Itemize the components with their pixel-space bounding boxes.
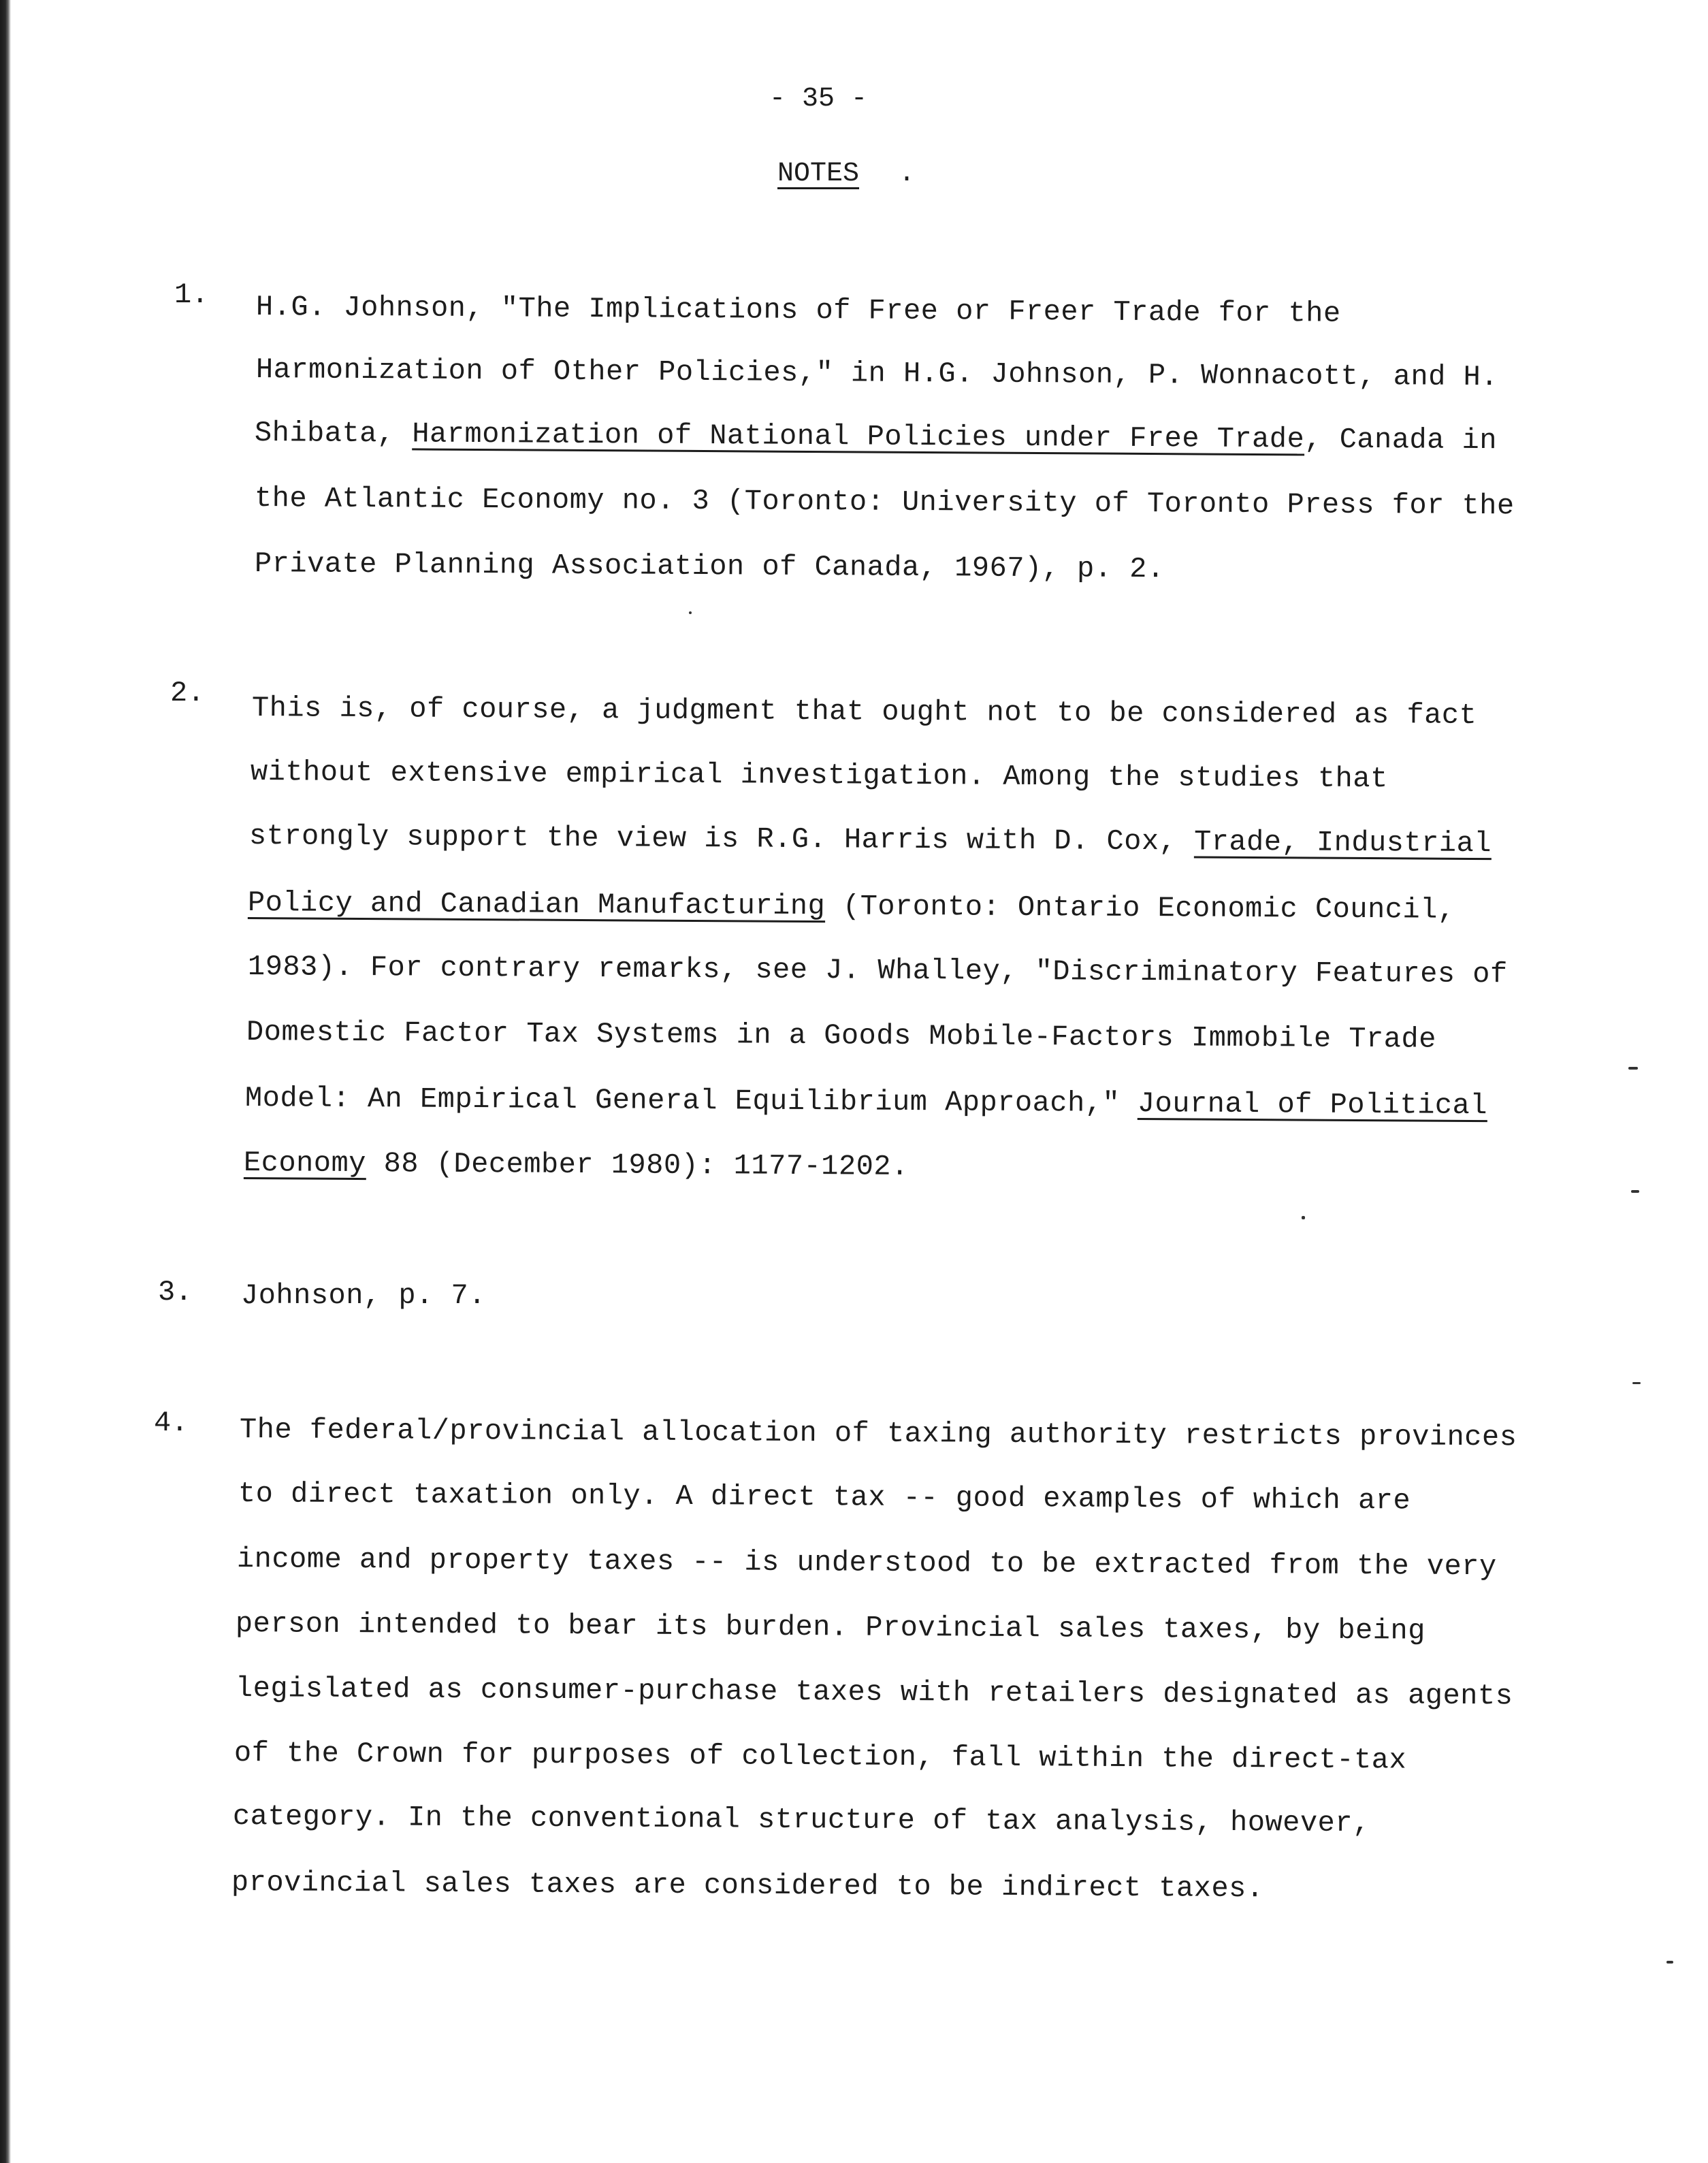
page-number: - 35 - (769, 84, 868, 114)
note-text: 1983). For contrary remarks, see J. Whalley, "Discriminatory Features of (247, 950, 1508, 991)
note-number: 2. (170, 677, 205, 709)
note-line (245, 1079, 1487, 1125)
note-text: H.G. Johnson, "The Implications of Free or Freer Trade for the (255, 291, 1341, 330)
note-line (252, 689, 1477, 735)
scan-speck (1302, 1216, 1305, 1219)
note-text: Shibata, (254, 417, 413, 451)
note-line (234, 1734, 1406, 1780)
note-line (236, 1605, 1425, 1650)
note-text: legislated as consumer-purchase taxes with retailers designated as agents (235, 1672, 1513, 1713)
note-text: Harmonization of Other Policies," in H.G. Johnson, P. Wonnacott, and H. (255, 353, 1499, 394)
note-text: Model: An Empirical General Equilibrium Approach," (244, 1082, 1138, 1121)
scan-speck (1631, 1190, 1639, 1193)
note-line (240, 1411, 1517, 1456)
note-line (237, 1540, 1497, 1586)
note-line (251, 753, 1388, 798)
note-line (255, 479, 1515, 525)
book-title: Harmonization of National Policies under Free Trade (412, 417, 1305, 456)
journal-title: Journal of Political (1137, 1087, 1488, 1123)
notes-heading-text: NOTES (777, 159, 860, 189)
note-line (238, 1475, 1411, 1520)
note-line (241, 1277, 486, 1315)
note-text: provincial sales taxes are considered to be indirect taxes. (231, 1866, 1264, 1906)
note-line (255, 414, 1497, 460)
notes-heading-mark: . (899, 159, 916, 189)
scan-speck (1666, 1961, 1673, 1964)
note-line (244, 1144, 909, 1186)
note-text: Domestic Factor Tax Systems in a Goods Mobile-Factors Immobile Trade (246, 1016, 1437, 1056)
note-text: , Canada in (1304, 423, 1498, 458)
note-text: Johnson, p. 7. (241, 1279, 486, 1312)
note-line (255, 545, 1165, 588)
note-text: The federal/provincial allocation of taxing authority restricts provinces (239, 1413, 1517, 1454)
note-line (249, 817, 1492, 863)
note-text: without extensive empirical investigation. Among the studies that (250, 756, 1388, 796)
note-line (236, 1669, 1513, 1715)
note-line (256, 351, 1498, 396)
note-number: 1. (174, 278, 209, 311)
note-text: (Toronto: Ontario Economic Council, (825, 890, 1455, 927)
book-title: Trade, Industrial (1193, 825, 1492, 861)
note-number: 3. (158, 1276, 193, 1309)
note-text: 88 (December 1980): 1177-1202. (366, 1147, 909, 1183)
note-text: Private Planning Association of Canada, 1967), p. 2. (254, 547, 1165, 586)
book-title: Policy and Canadian Manufacturing (247, 886, 826, 923)
note-number: 4. (154, 1407, 189, 1439)
scan-speck (1628, 1067, 1638, 1070)
note-text: to direct taxation only. A direct tax -- good examples of which are (238, 1477, 1411, 1518)
journal-title: Economy (243, 1147, 367, 1181)
note-line (248, 884, 1455, 929)
note-text: category. In the conventional structure of tax analysis, however, (232, 1800, 1370, 1840)
notes-heading (777, 155, 927, 193)
scan-binding-edge (0, 0, 11, 2163)
note-text: person intended to bear its burden. Provincial sales taxes, by being (235, 1607, 1426, 1648)
note-line (256, 288, 1341, 333)
note-line (233, 1797, 1370, 1842)
note-text: the Atlantic Economy no. 3 (Toronto: University of Toronto Press for the (254, 482, 1515, 523)
note-text: of the Crown for purposes of collection, fall within the direct-tax (233, 1737, 1407, 1777)
scan-speck (1632, 1382, 1641, 1384)
note-line (246, 1013, 1436, 1059)
scan-speck (689, 611, 692, 614)
note-line (231, 1863, 1264, 1908)
note-text: This is, of course, a judgment that ought not to be considered as fact (251, 692, 1477, 732)
note-text: income and property taxes -- is understood to be extracted from the very (236, 1543, 1497, 1584)
note-text: strongly support the view is R.G. Harris with D. Cox, (248, 820, 1195, 859)
note-line (248, 948, 1508, 993)
